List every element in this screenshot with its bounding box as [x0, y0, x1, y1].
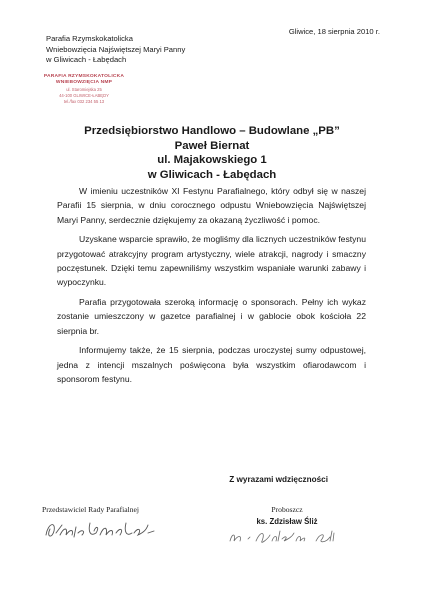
sender-line: Wniebowzięcia Najświętszej Maryi Panny: [46, 44, 186, 54]
signature-block-council: [42, 505, 192, 514]
closing-phrase: Z wyrazami wdzięczności: [229, 475, 328, 484]
sender-line: w Gliwicach - Łabędach: [46, 55, 127, 64]
handwritten-signature: [42, 515, 160, 543]
recipient-city: w Gliwicach - Łabędach: [147, 168, 277, 181]
sender-line: Parafia Rzymskokatolicka: [46, 34, 133, 43]
handwritten-signature: [226, 525, 346, 547]
recipient-company: Przedsiębiorstwo Handlowo – Budowlane „PB”: [84, 125, 340, 137]
signature-name: ks. Zdzisław Śliż: [256, 517, 318, 526]
letter-body: [57, 184, 366, 392]
signature-role: Przedstawiciel Rady Parafialnej: [42, 505, 139, 514]
signature-role: Proboszcz: [271, 505, 303, 514]
stamp-line: PARAFIA RZYMSKOKATOLICKA: [43, 74, 125, 79]
signature-block-pastor: [222, 505, 352, 526]
stamp-line: WNIEBOWZIĘCIA NMP: [55, 80, 113, 86]
recipient-block: [0, 124, 424, 182]
stamp-line: ul. Staromiejska 25: [66, 86, 102, 92]
stamp-line: tel./fax 032 234 55 13: [63, 99, 105, 105]
sender-address: [46, 34, 185, 66]
body-paragraph: W imieniu uczestników XI Festynu Parafialnego, który odbył się w naszej Parafii 15 sierpnia, w dniu corocznego odpustu Wniebowzięcia Najświętszej Maryi Panny, serdecznie dziękujemy za okazaną życzliwość i pomoc.: [57, 186, 366, 225]
body-paragraph: Parafia przygotowała szeroką informację o sponsorach. Pełny ich wykaz zostanie umieszczony w gazetce parafialnej i w gablocie obok kościoła 22 sierpnia br.: [57, 297, 366, 336]
parish-stamp: [42, 74, 126, 105]
recipient-street: ul. Majakowskiego 1: [157, 154, 267, 167]
letter-date: Gliwice, 18 sierpnia 2010 r.: [288, 27, 380, 36]
body-paragraph: Informujemy także, że 15 sierpnia, podczas uroczystej sumy odpustowej, jedna z intencji mszalnych poświęcona była wszystkim ofiarodawcom i sponsorom festynu.: [57, 345, 366, 385]
body-paragraph: Uzyskane wsparcie sprawiło, że mogliśmy dla licznych uczestników festynu przygotować atrakcyjny program artystyczny, wiele atrakcji, nagrody i smaczny poczęstunek. Dzięki temu zapewniliśmy wszystkim wspaniałe warunki zabawy i wypoczynku.: [57, 234, 366, 288]
recipient-person: Paweł Biernat: [174, 139, 250, 152]
stamp-line: 44-100 GLIWICE-ŁABĘDY: [59, 92, 109, 98]
